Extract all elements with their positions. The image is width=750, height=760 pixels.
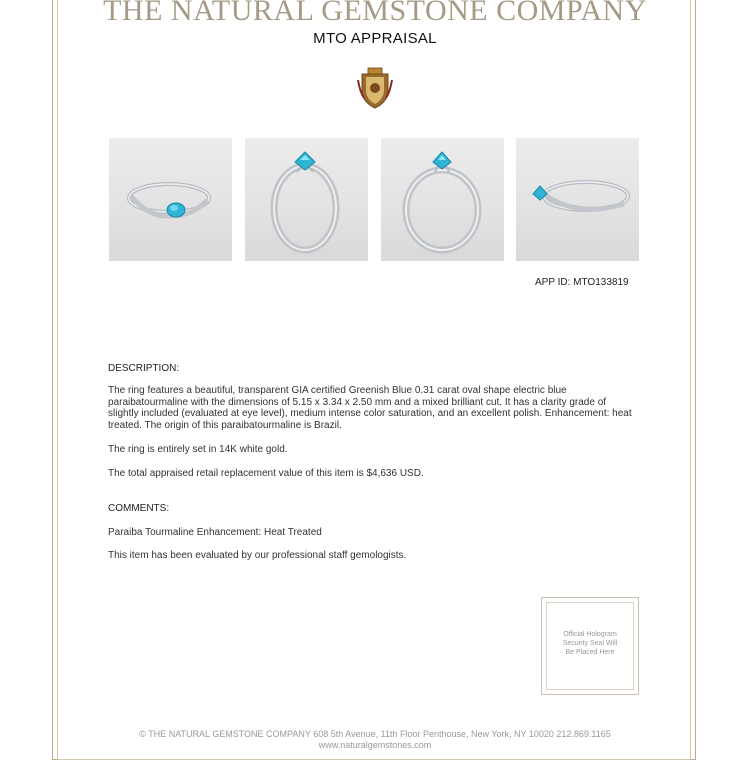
comments-label: COMMENTS:	[108, 503, 170, 514]
seal-caption	[542, 630, 638, 657]
appraised-value-text: The total appraised retail replacement value of this item is $4,636 USD.	[108, 468, 424, 479]
evaluation-comment: This item has been evaluated by our professional staff gemologists.	[108, 550, 407, 561]
document-subtitle: MTO APPRAISAL	[313, 30, 437, 47]
seal-line-3: Be Placed Here	[565, 649, 615, 656]
ring-photo-side	[245, 138, 368, 261]
ring-photo-profile	[516, 138, 639, 261]
appraisal-id: APP ID: MTO133819	[535, 277, 629, 288]
seal-line-1: Official Hologram	[563, 631, 617, 638]
ring-photo-front	[109, 138, 232, 261]
footer-address: © THE NATURAL GEMSTONE COMPANY 608 5th Avenue, 11th Floor Penthouse, New York, NY 10020 212.869.1165	[139, 729, 611, 739]
seal-line-2: Security Seal Will	[562, 640, 618, 647]
hologram-seal-placeholder	[541, 597, 639, 695]
description-text: The ring features a beautiful, transparent GIA certified Greenish Blue 0.31 carat oval shape electric blue paraibatourmaline with the dimensions of 5.15 x 3.34 x 2.50 mm and a mixed brilliant cut. It has a clarity grade of slightly included (evaluated at eye level), medium intense color saturation, and an excellent polish. Enhancement: heat treated. The origin of this paraibatourmaline is Brazil.	[108, 385, 632, 431]
crest-icon	[356, 66, 394, 110]
description-label: DESCRIPTION:	[108, 363, 180, 374]
footer-website[interactable]: www.naturalgemstones.com	[318, 740, 432, 750]
ring-photo-back	[381, 138, 504, 261]
company-name: THE NATURAL GEMSTONE COMPANY	[103, 0, 647, 27]
metal-text: The ring is entirely set in 14K white gold.	[108, 444, 288, 455]
enhancement-comment: Paraiba Tourmaline Enhancement: Heat Treated	[108, 527, 322, 538]
